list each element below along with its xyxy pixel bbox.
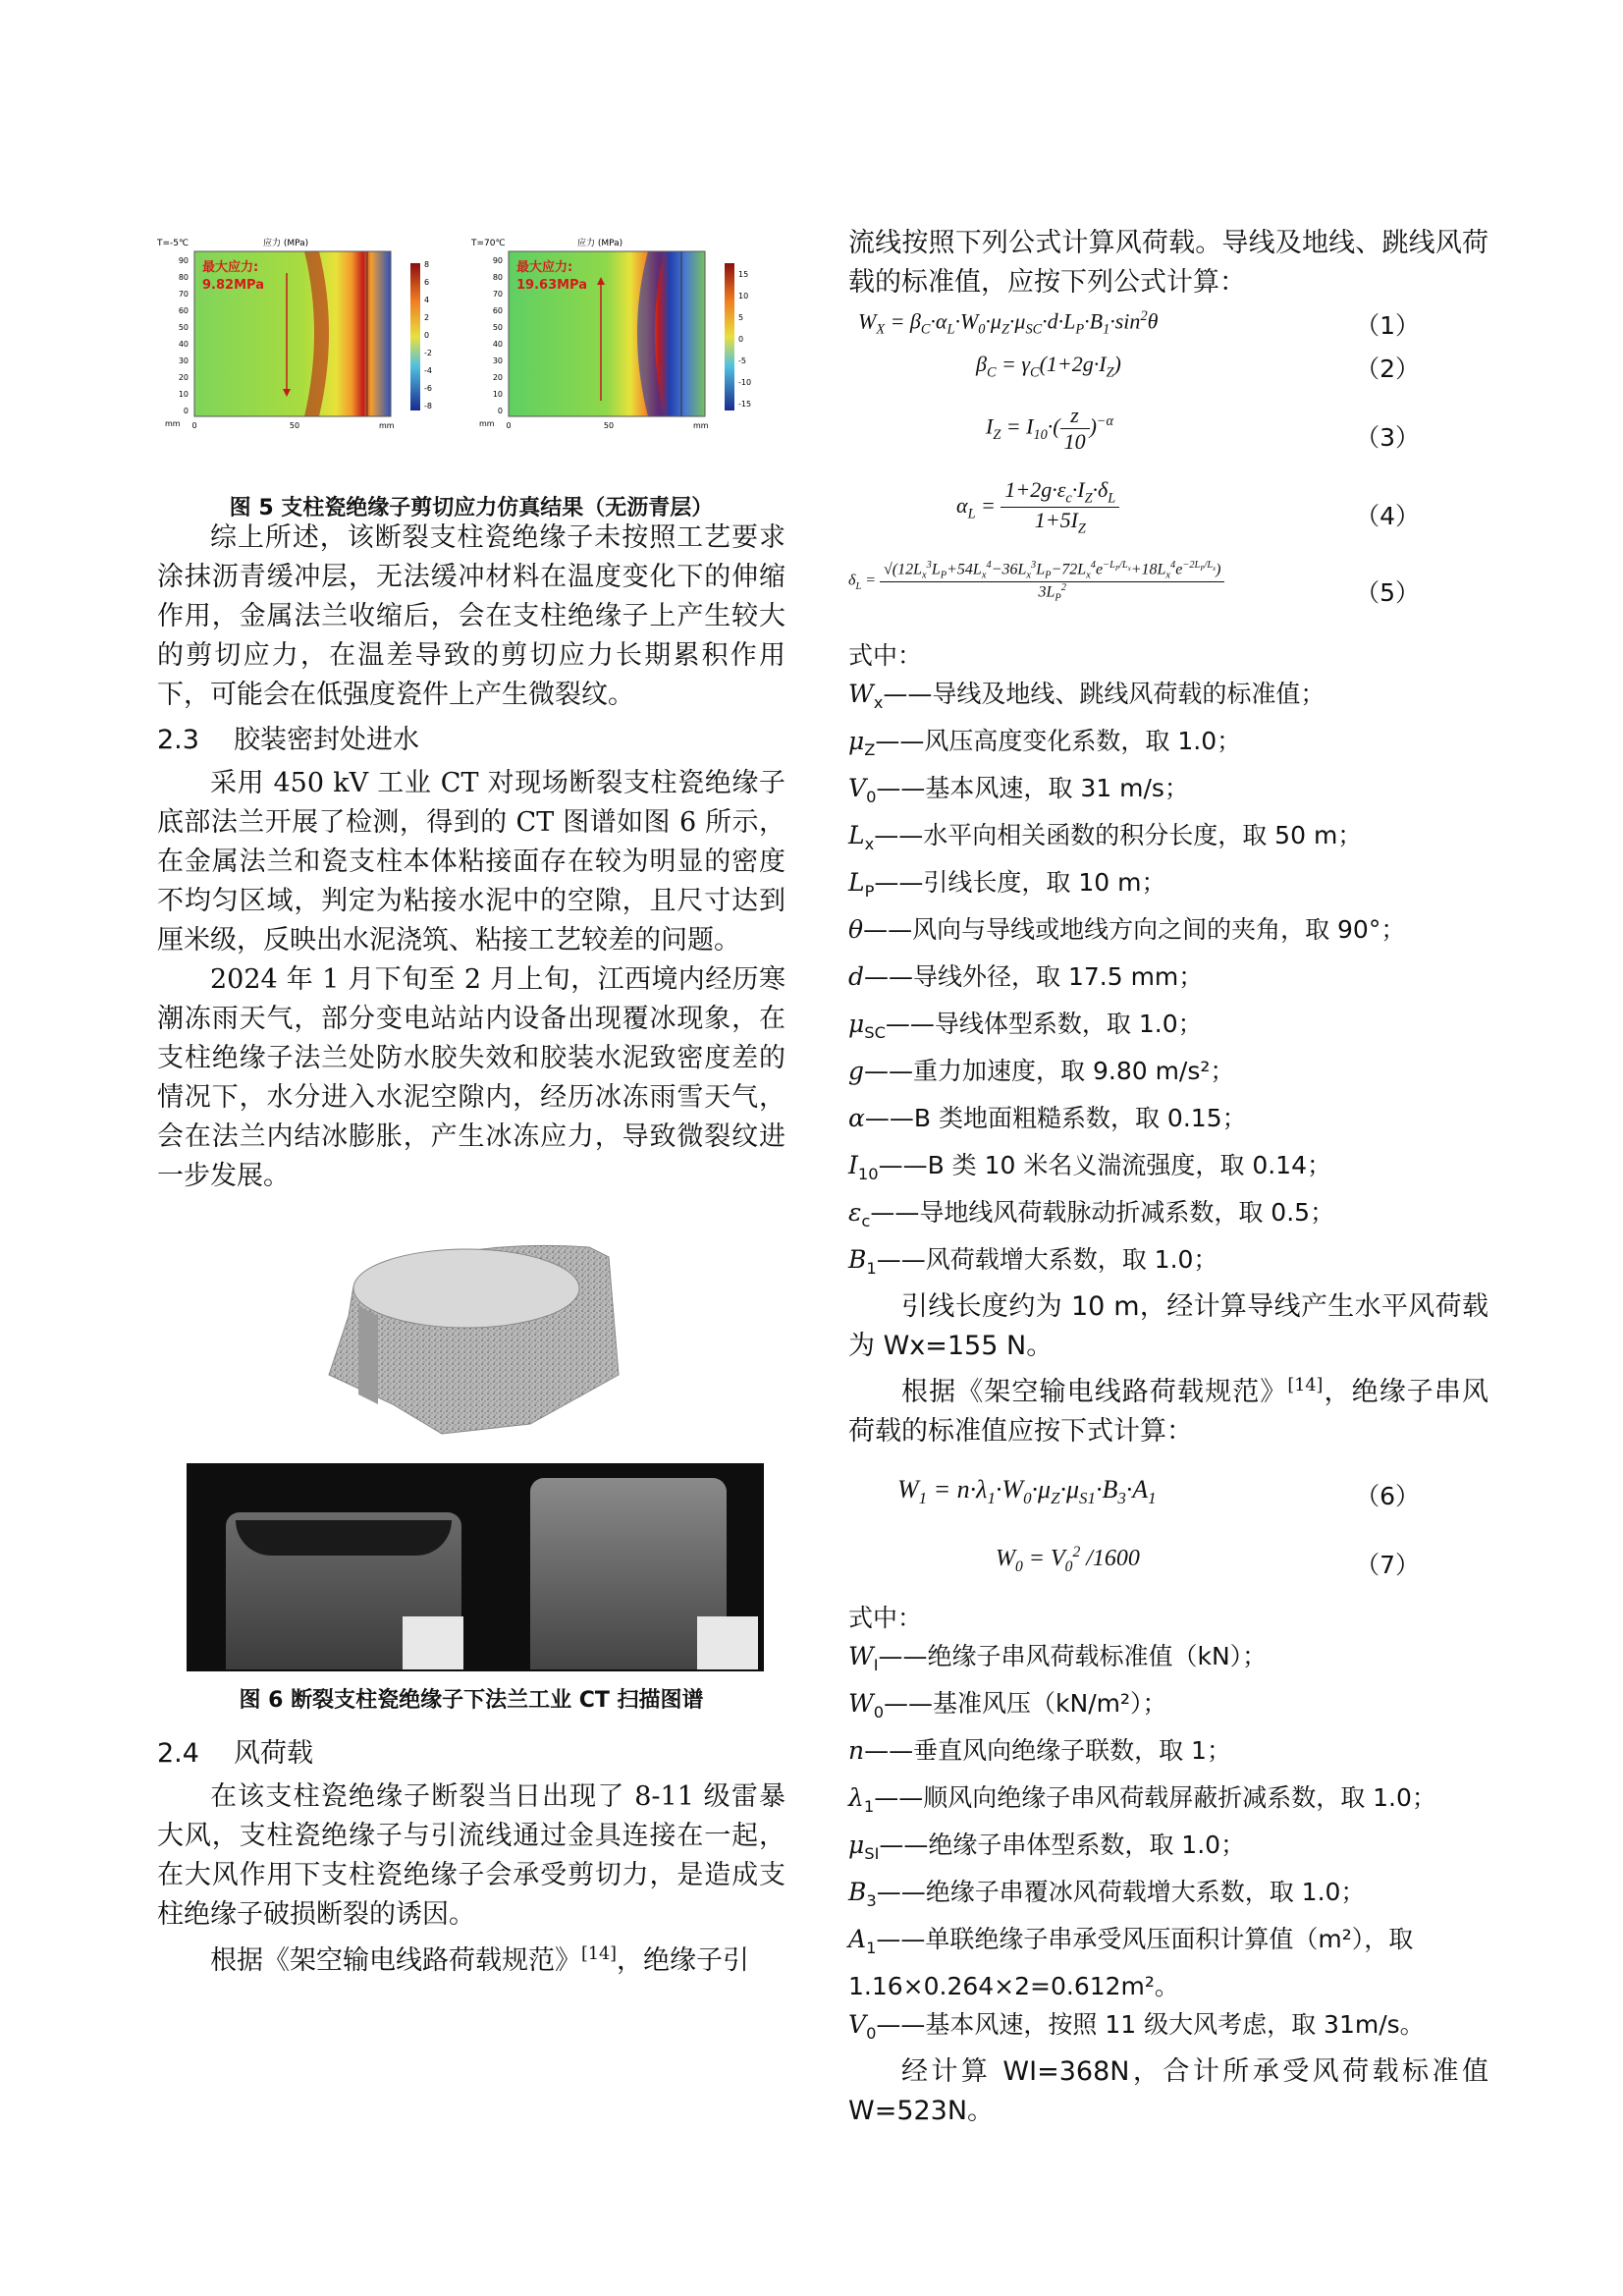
def-item: g——重力加速度，取 9.80 m/s²； bbox=[848, 1057, 1235, 1085]
paragraph: 采用 450 kV 工业 CT 对现场断裂支柱瓷绝缘子底部法兰开展了检测，得到的 CT 图谱如图 6 所示，在金属法兰和瓷支柱本体粘接面存在较为明显的密度不均匀区域，判定为粘接水泥中的空隙，且尺寸达到厘米级，反映出水泥浇筑、粘接工艺较差的问题。 bbox=[157, 768, 785, 956]
svg-text:0: 0 bbox=[183, 407, 189, 415]
svg-text:80: 80 bbox=[178, 273, 189, 282]
svg-text:mm: mm bbox=[693, 421, 709, 430]
paragraph: 引线长度约为 10 m，经计算导线产生水平风荷载为 Wx=155 N。 bbox=[848, 1291, 1488, 1361]
svg-text:80: 80 bbox=[492, 273, 503, 282]
svg-text:mm: mm bbox=[479, 419, 495, 428]
equation-1: $W_X = \beta_C\cdot\alpha_L\cdot W_0\cdot\mu_Z\cdot\mu_{SC}\cdot d\cdot L_P\cdot B_1\cdot\sin^2\theta$ （1） bbox=[858, 308, 1420, 340]
def-item: $\mu_Z——$风压高度变化系数，取 1.0； bbox=[848, 727, 1242, 759]
svg-text:10: 10 bbox=[178, 390, 189, 399]
svg-text:-6: -6 bbox=[424, 384, 432, 393]
def-item: $\mu_{SC}——$导线体型系数，取 1.0； bbox=[848, 1010, 1203, 1042]
def-item: α——B 类地面粗糙系数，取 0.15； bbox=[848, 1104, 1247, 1132]
section-heading-2-4: 2.4 风荷载 bbox=[157, 1738, 313, 1769]
svg-text:90: 90 bbox=[178, 256, 189, 265]
equation-7: $W_0 = V_0^2$ /1600 （7） bbox=[996, 1544, 1420, 1579]
svg-text:-5: -5 bbox=[738, 356, 746, 365]
def-item: $B_1——$风荷载增大系数，取 1.0； bbox=[848, 1245, 1218, 1278]
max-stress-label: 最大应力: bbox=[202, 260, 259, 275]
svg-text:20: 20 bbox=[492, 373, 503, 382]
def-item: $V_0——$基本风速，按照 11 级大风考虑，取 31m/s。 bbox=[848, 2010, 1425, 2043]
def-item: d——导线外径，取 17.5 mm； bbox=[848, 962, 1204, 991]
svg-text:0: 0 bbox=[424, 331, 430, 340]
svg-text:30: 30 bbox=[178, 356, 189, 365]
ct-3d-render bbox=[157, 1228, 785, 1453]
figure-5 bbox=[157, 224, 785, 519]
paragraph: 在该支柱瓷绝缘子断裂当日出现了 8-11 级雷暴大风，支柱瓷绝缘子与引流线通过金具连接在一起，在大风作用下支柱瓷绝缘子会承受剪切力，是造成支柱绝缘子破损断裂的诱因。 bbox=[157, 1781, 785, 1930]
sim-plot-left bbox=[157, 234, 442, 450]
temp-label: T=70℃ bbox=[471, 239, 506, 248]
paragraph: 综上所述，该断裂支柱瓷绝缘子未按照工艺要求涂抹沥青缓冲层，无法缓冲材料在温度变化下的伸缩作用，金属法兰收缩后，会在支柱绝缘子上产生较大的剪切应力，在温差导致的剪切应力长期累积作用下，可能会在低强度瓷件上产生微裂纹。 bbox=[157, 522, 785, 710]
left-column bbox=[157, 224, 785, 1981]
svg-text:2: 2 bbox=[424, 313, 430, 322]
max-stress-value: 9.82MPa bbox=[202, 278, 264, 293]
svg-text:70: 70 bbox=[492, 290, 503, 299]
svg-text:60: 60 bbox=[178, 306, 189, 315]
figure-5-caption: 图 5 支柱瓷绝缘子剪切应力仿真结果（无沥青层） bbox=[229, 496, 714, 520]
svg-text:-4: -4 bbox=[424, 366, 432, 375]
right-column bbox=[848, 224, 1488, 2131]
def-item: $I_{10}——B$ 类 10 米名义湍流强度，取 0.14； bbox=[848, 1151, 1331, 1183]
ct-scan-panel bbox=[187, 1463, 764, 1671]
equation-3: $I_Z = I_{10}\cdot$( $\frac{z}{10}$ )$^{-\alpha}$ （3） bbox=[986, 403, 1420, 454]
svg-text:mm: mm bbox=[165, 419, 181, 428]
svg-text:10: 10 bbox=[738, 292, 749, 301]
svg-text:0: 0 bbox=[497, 407, 503, 415]
def-item: $V_0——$基本风速，取 31 m/s； bbox=[848, 774, 1189, 806]
def-item: $W_x——$导线及地线、跳线风荷载的标准值； bbox=[848, 680, 1325, 712]
stress-title: 应力 (MPa) bbox=[577, 239, 623, 248]
svg-text:10: 10 bbox=[492, 390, 503, 399]
svg-text:40: 40 bbox=[492, 340, 503, 349]
svg-text:-10: -10 bbox=[738, 378, 752, 387]
equation-2: $\beta_C = \gamma_C(1+2g\cdot I_Z)$ （2） bbox=[976, 352, 1420, 383]
svg-text:50: 50 bbox=[178, 323, 189, 332]
citation: [14] bbox=[581, 1944, 617, 1964]
figure-6 bbox=[157, 1228, 785, 1728]
paragraph: 根据《架空输电线路荷载规范》[14]，绝缘子串风荷载的标准值应按下式计算： bbox=[848, 1376, 1489, 1447]
paragraph: 根据《架空输电线路荷载规范》[14]，绝缘子引 bbox=[210, 1944, 749, 1976]
svg-text:90: 90 bbox=[492, 256, 503, 265]
svg-text:5: 5 bbox=[738, 313, 744, 322]
svg-text:-8: -8 bbox=[424, 402, 432, 410]
svg-text:15: 15 bbox=[738, 270, 749, 279]
paragraph: 经计算 WI=368N，合计所承受风荷载标准值 W=523N。 bbox=[848, 2056, 1488, 2126]
equation-5: $\delta_L$ = $\frac{√(12L_x^3L_P+54L_x^4-36L_x^3L_P-72L_x^4e^{-L_P/L_x}+18L_x^4e^{-2L_P/L_x})}{3L_P^2}$ （5） bbox=[848, 560, 1420, 607]
def-item: $W_I——$绝缘子串风荷载标准值（kN）； bbox=[848, 1642, 1268, 1674]
svg-text:0: 0 bbox=[506, 421, 512, 430]
definitions-2: 式中： $W_I——$绝缘子串风荷载标准值（kN）； $W_0——$基准风压（kN/m²）； n——垂直风向绝缘子联数，取 1； $\lambda_1——$顺风向绝缘子串风荷载屏蔽折减系数，取 1.0； $\mu_{SI}——$绝缘子串体型系数，取 1.0； $B_3——$绝缘子串覆冰风荷载增大系数，取 1.0； $A_1——$单联绝缘子串承受风压面积计算值（m²），取 1.16×0.264×2=0.612m²。 $V_0——$基本风速，按照 11 级大风考虑，取 31m/s。 bbox=[848, 1599, 1488, 2052]
svg-text:6: 6 bbox=[424, 278, 430, 287]
svg-text:30: 30 bbox=[492, 356, 503, 365]
paragraph: 流线按照下列公式计算风荷载。导线及地线、跳线风荷载的标准值，应按下列公式计算： bbox=[848, 228, 1488, 298]
svg-text:40: 40 bbox=[178, 340, 189, 349]
equation-4: $\alpha_L$ = $\frac{1+2g\cdot\varepsilon_c\cdot I_Z\cdot\delta_L}{1+5I_Z}$ （4） bbox=[956, 477, 1420, 537]
def-item: n——垂直风向绝缘子联数，取 1； bbox=[848, 1736, 1231, 1765]
paragraph: 2024 年 1 月下旬至 2 月上旬，江西境内经历寒潮冻雨天气，部分变电站站内设备出现覆冰现象，在支柱绝缘子法兰处防水胶失效和胶装水泥致密度差的情况下，水分进入水泥空隙内，经历冰冻雨雪天气，会在法兰内结冰膨胀，产生冰冻应力，导致微裂纹进一步发展。 bbox=[157, 964, 785, 1191]
stress-title: 应力 (MPa) bbox=[263, 239, 309, 248]
figure-6-caption: 图 6 断裂支柱瓷绝缘子下法兰工业 CT 扫描图谱 bbox=[239, 1688, 704, 1713]
svg-text:8: 8 bbox=[424, 260, 430, 269]
svg-text:50: 50 bbox=[492, 323, 503, 332]
svg-text:-2: -2 bbox=[424, 349, 432, 357]
section-heading-2-3: 2.3 胶装密封处进水 bbox=[157, 725, 419, 755]
svg-text:70: 70 bbox=[178, 290, 189, 299]
def-item: $L_P——$引线长度，取 10 m； bbox=[848, 868, 1166, 901]
svg-text:20: 20 bbox=[178, 373, 189, 382]
def-item: $\mu_{SI}——$绝缘子串体型系数，取 1.0； bbox=[848, 1831, 1246, 1863]
equation-6: $W_1 = n\cdot\lambda_1\cdot W_0\cdot\mu_Z\cdot\mu_{S1}\cdot B_3\cdot A_1$ （6） bbox=[897, 1475, 1420, 1510]
def-item: $\lambda_1——$顺风向绝缘子串风荷载屏蔽折减系数，取 1.0； bbox=[848, 1783, 1436, 1816]
citation: [14] bbox=[1287, 1376, 1324, 1395]
def-item: $W_0——$基准风压（kN/m²）； bbox=[848, 1689, 1167, 1722]
svg-text:0: 0 bbox=[191, 421, 197, 430]
temp-label: T=-5℃ bbox=[157, 239, 189, 248]
svg-text:mm: mm bbox=[379, 421, 395, 430]
max-stress-label: 最大应力: bbox=[516, 260, 573, 275]
svg-text:50: 50 bbox=[603, 421, 615, 430]
svg-text:4: 4 bbox=[424, 296, 430, 304]
sim-plot-right bbox=[471, 234, 766, 450]
def-item: θ——风向与导线或地线方向之间的夹角，取 90°； bbox=[848, 915, 1406, 944]
def-item: $\varepsilon_c——$导地线风荷载脉动折减系数，取 0.5； bbox=[848, 1198, 1335, 1230]
def-item: $A_1——$单联绝缘子串承受风压面积计算值（m²），取 1.16×0.264×2=0.612m²。 bbox=[848, 1925, 1414, 2000]
svg-text:50: 50 bbox=[289, 421, 300, 430]
svg-text:-15: -15 bbox=[738, 400, 752, 409]
max-stress-value: 19.63MPa bbox=[516, 278, 588, 293]
definitions-1: 式中： $W_x——$导线及地线、跳线风荷载的标准值； $\mu_Z——$风压高度变化系数，取 1.0； $V_0——$基本风速，取 31 m/s； $L_x——$水平向相关函数的积分长度，取 50 m； $L_P——$引线长度，取 10 m； θ——风向与导线或地线方向之间的夹角，取 90°； d——导线外径，取 17.5 mm； $\mu_{SC}——$导线体型系数，取 1.0； g——重力加速度，取 9.80 m/s²； α——B 类地面粗糙系数，取 0.15； $I_{10}——B$ 类 10 米名义湍流强度，取 0.14； $\varepsilon_c——$导地线风荷载脉动折减系数，取 0.5； $B_1——$风荷载增大系数，取 1.0； bbox=[848, 636, 1488, 1287]
def-item: $L_x——$水平向相关函数的积分长度，取 50 m； bbox=[848, 821, 1363, 853]
svg-text:0: 0 bbox=[738, 335, 744, 344]
def-item: $B_3——$绝缘子串覆冰风荷载增大系数，取 1.0； bbox=[848, 1878, 1366, 1910]
svg-text:60: 60 bbox=[492, 306, 503, 315]
